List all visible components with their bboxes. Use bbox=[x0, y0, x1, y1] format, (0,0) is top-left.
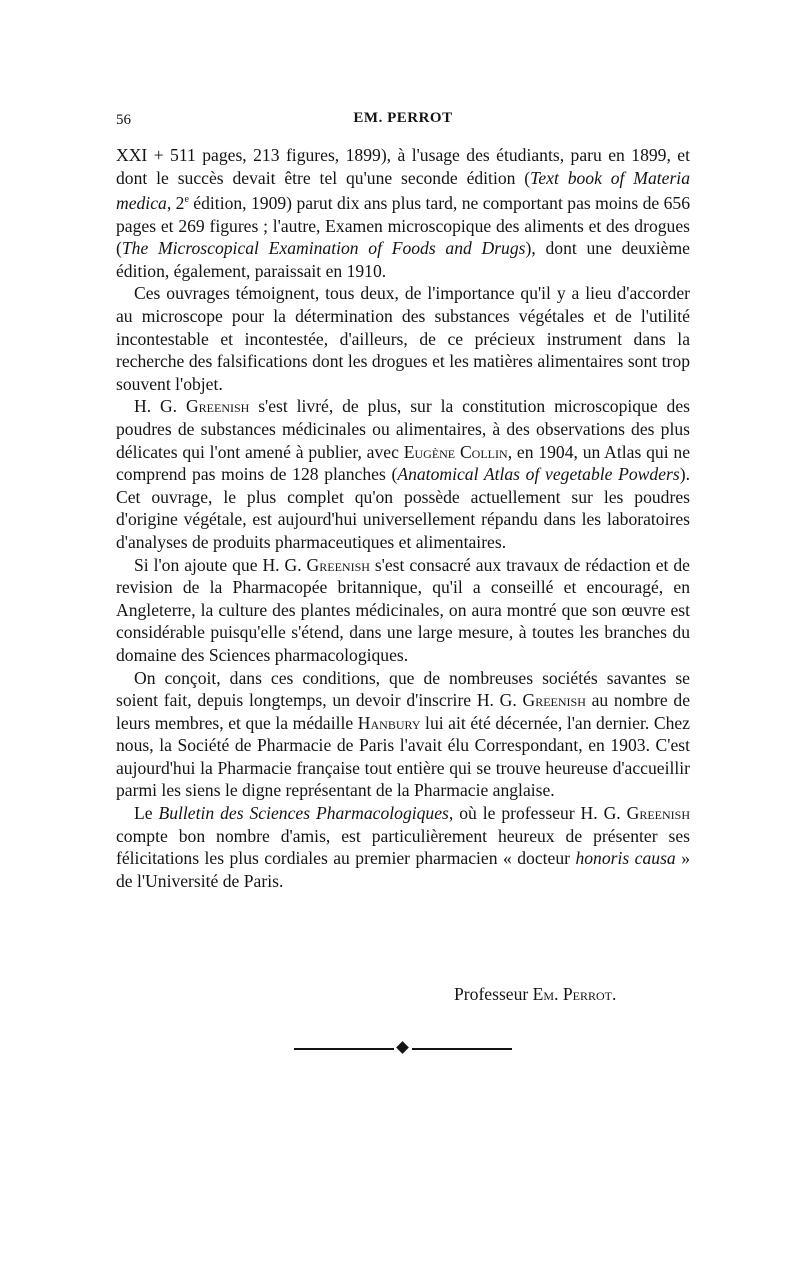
ornament-rule-right bbox=[412, 1048, 512, 1050]
book-title-microscopical-examination: The Microscopical Examination of Foods and Drugs bbox=[121, 238, 526, 259]
text-run: s'est consacré aux travaux de rédaction et de revision de la Pharmacopée britannique, qu'il a conseillé et encouragé, en Angleterre, la culture des plantes médicinales, on aura montré que son œuvre est considérable puisqu'elle s'étend, dans une large mesure, à toutes les branches du domaine des Sciences pharmacologiques. bbox=[116, 554, 690, 665]
text-run: compte bon nombre d'amis, est particulièrement heureux de présenter ses félicitations les plus cordiales au premier pharmacien « docteur bbox=[116, 825, 690, 869]
text-run: XXI + 511 pages, 213 figures, 1899), à l'usage des étudiants, paru en 1899, et dont le succès devait être tel qu'une seconde édition ( bbox=[116, 145, 690, 188]
author-name-greenish: Greenish bbox=[626, 803, 690, 824]
paragraph-5 bbox=[116, 667, 690, 803]
text-run: H. G. bbox=[134, 396, 186, 417]
paragraph-2 bbox=[116, 282, 690, 395]
paragraph-4 bbox=[116, 554, 690, 667]
paragraph-3 bbox=[116, 395, 690, 553]
text-run: , 2 bbox=[166, 193, 185, 214]
text-run: Ces ouvrages témoignent, tous deux, de l'importance qu'il y a lieu d'accorder au microscope pour la détermination des substances végétales et de l'utilité incontestable et incontestée, d'ailleurs, de ce précieux instrument dans la recherche des falsifications dont les drogues et les matières alimentaires sont trop souvent l'objet. bbox=[116, 283, 690, 394]
text-run: ), dont une deuxième édition, également, paraissait en 1910. bbox=[116, 238, 690, 281]
author-name-greenish: Greenish bbox=[306, 554, 370, 575]
text-run: ). Cet ouvrage, le plus complet qu'on possède actuellement sur les poudres d'origine végétale, est aujourd'hui universellement répandu dans les laboratoires d'analyses de produits pharmaceutiques et alimentaires. bbox=[116, 464, 690, 552]
text-run: , où le professeur H. G. bbox=[448, 803, 627, 824]
text-run: Le bbox=[134, 803, 159, 824]
text-run: On conçoit, dans ces conditions, que de nombreuses sociétés savantes se soient fait, depuis longtemps, un devoir d'inscrire H. G. bbox=[116, 667, 690, 711]
text-run: édition, 1909) parut dix ans plus tard, ne comportant pas moins de 656 pages et 269 figures ; l'autre, Examen microscopique des aliments et des drogues ( bbox=[116, 193, 690, 259]
page-number: 56 bbox=[116, 112, 131, 128]
paragraph-1 bbox=[116, 144, 690, 282]
book-title-anatomical-atlas: Anatomical Atlas of vegetable Powders bbox=[397, 464, 680, 485]
signature-prefix: Professeur bbox=[454, 984, 533, 1004]
text-run: au nombre de leurs membres, et que la médaille bbox=[116, 690, 691, 733]
medal-name-hanbury: Hanbury bbox=[357, 712, 421, 733]
latin-honoris-causa: honoris causa bbox=[575, 848, 676, 869]
text-run: lui ait été décernée, l'an dernier. Chez nous, la Société de Pharmacie de Paris l'avait élu Correspondant, en 1903. C'est aujourd'hui la Pharmacie française tout entière qui se trouve heureuse d'accueillir parmi les siens le digne représentant de la Pharmacie anglaise. bbox=[116, 712, 690, 801]
author-name-greenish: Greenish bbox=[522, 690, 586, 711]
journal-title-bulletin: Bulletin des Sciences Pharmacologiques bbox=[158, 803, 449, 824]
text-run: » de l'Université de Paris. bbox=[116, 848, 690, 891]
end-ornament bbox=[294, 1042, 512, 1056]
author-name-collin: Eugène Collin bbox=[403, 441, 508, 462]
text-run: , en 1904, un Atlas qui ne comprend pas moins de 128 planches ( bbox=[116, 441, 691, 485]
text-run: Si l'on ajoute que H. G. bbox=[134, 554, 307, 575]
signature-name: Em. Perrot. bbox=[532, 984, 617, 1004]
ornament-rule-left bbox=[294, 1048, 394, 1050]
diamond-icon bbox=[396, 1041, 409, 1054]
author-name-greenish: Greenish bbox=[185, 396, 250, 417]
paragraph-6 bbox=[116, 802, 690, 892]
book-title-materia-medica: Text book of Materia medica bbox=[116, 167, 690, 214]
superscript: e bbox=[184, 194, 189, 206]
article-body bbox=[116, 144, 690, 892]
page-header bbox=[116, 106, 690, 130]
running-head: EM. PERROT bbox=[353, 110, 453, 126]
signature bbox=[454, 984, 616, 1005]
text-run: s'est livré, de plus, sur la constitution microscopique des poudres de substances médicinales ou alimentaires, à des observations des plus délicates qui l'ont amené à publier, avec bbox=[116, 396, 690, 462]
